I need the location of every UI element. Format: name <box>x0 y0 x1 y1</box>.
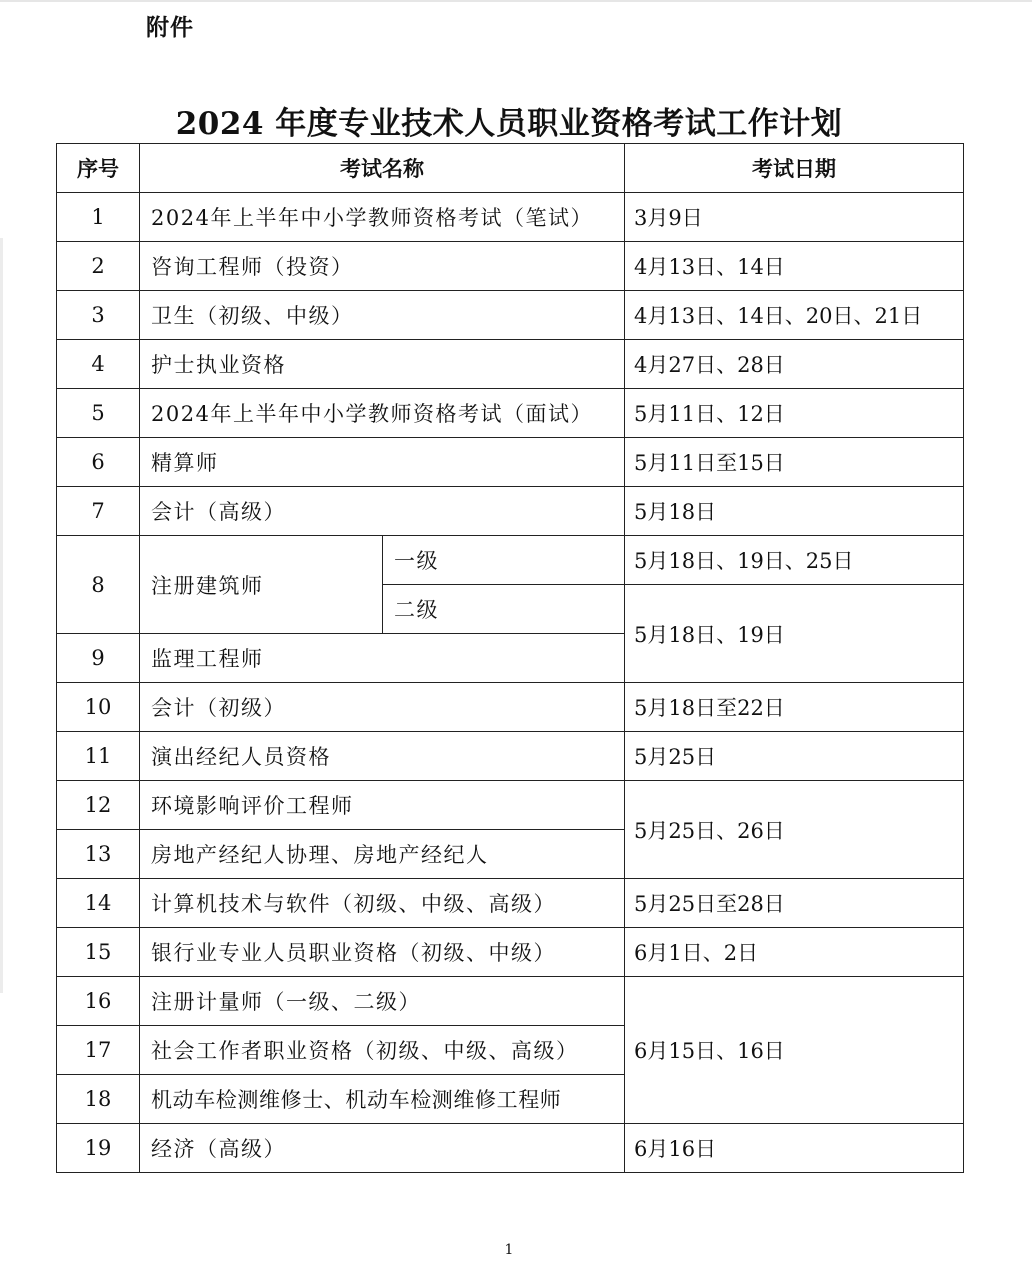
row-no: 2 <box>57 242 140 291</box>
row-date: 5月25日 <box>625 732 964 781</box>
row-no: 6 <box>57 438 140 487</box>
row-no: 11 <box>57 732 140 781</box>
row-name: 演出经纪人员资格 <box>140 732 625 781</box>
row-name: 护士执业资格 <box>140 340 625 389</box>
table-row <box>57 683 964 732</box>
row-no: 10 <box>57 683 140 732</box>
header-no: 序号 <box>57 144 140 193</box>
row-no: 1 <box>57 193 140 242</box>
row-name: 2024年上半年中小学教师资格考试（面试） <box>140 389 625 438</box>
row-date: 5月11日、12日 <box>625 389 964 438</box>
row-name: 会计（初级） <box>140 683 625 732</box>
row-name: 房地产经纪人协理、房地产经纪人 <box>140 830 625 879</box>
row-no: 7 <box>57 487 140 536</box>
row-name: 注册计量师（一级、二级） <box>140 977 625 1026</box>
header-date: 考试日期 <box>625 144 964 193</box>
row-date: 6月16日 <box>625 1124 964 1173</box>
row-no: 5 <box>57 389 140 438</box>
row-name: 经济（高级） <box>140 1124 625 1173</box>
row-date: 4月13日、14日、20日、21日 <box>625 291 964 340</box>
table-row <box>57 977 964 1026</box>
row-name: 注册建筑师 <box>140 536 383 634</box>
row-no: 15 <box>57 928 140 977</box>
row-date: 5月18日至22日 <box>625 683 964 732</box>
table-row <box>57 1124 964 1173</box>
page-top-border <box>0 0 1032 2</box>
row-name: 环境影响评价工程师 <box>140 781 625 830</box>
table-row <box>57 928 964 977</box>
row-name: 精算师 <box>140 438 625 487</box>
table-row <box>57 193 964 242</box>
row-no: 19 <box>57 1124 140 1173</box>
row-date: 6月15日、16日 <box>625 977 964 1124</box>
row-name: 银行业专业人员职业资格（初级、中级） <box>140 928 625 977</box>
row-name: 卫生（初级、中级） <box>140 291 625 340</box>
exam-schedule-table <box>56 143 964 1173</box>
row-name: 计算机技术与软件（初级、中级、高级） <box>140 879 625 928</box>
table-row <box>57 291 964 340</box>
attachment-label: 附件 <box>146 15 194 41</box>
table-row <box>57 879 964 928</box>
row-date: 5月25日、26日 <box>625 781 964 879</box>
page-title: 2024 年度专业技术人员职业资格考试工作计划 <box>175 106 843 142</box>
row-no: 17 <box>57 1026 140 1075</box>
row-date: 4月13日、14日 <box>625 242 964 291</box>
table-header-row <box>57 144 964 193</box>
row-date: 5月11日至15日 <box>625 438 964 487</box>
row-no: 8 <box>57 536 140 634</box>
row-date: 5月18日、19日、25日 <box>625 536 964 585</box>
table-row <box>57 389 964 438</box>
row-name: 会计（高级） <box>140 487 625 536</box>
table-row <box>57 438 964 487</box>
row-no: 16 <box>57 977 140 1026</box>
table-row <box>57 487 964 536</box>
row-name: 机动车检测维修士、机动车检测维修工程师 <box>140 1075 625 1124</box>
row-name: 2024年上半年中小学教师资格考试（笔试） <box>140 193 625 242</box>
page-number: 1 <box>504 1242 514 1258</box>
row-name: 咨询工程师（投资） <box>140 242 625 291</box>
table-row <box>57 242 964 291</box>
row-no: 12 <box>57 781 140 830</box>
row-name: 社会工作者职业资格（初级、中级、高级） <box>140 1026 625 1075</box>
row-name: 监理工程师 <box>140 634 625 683</box>
page-left-edge <box>0 238 3 993</box>
row-no: 3 <box>57 291 140 340</box>
table-row <box>57 781 964 830</box>
row-no: 14 <box>57 879 140 928</box>
header-name: 考试名称 <box>140 144 625 193</box>
table-row <box>57 732 964 781</box>
row-date: 5月18日、19日 <box>625 585 964 683</box>
row-subcategory: 二级 <box>383 585 625 634</box>
row-no: 13 <box>57 830 140 879</box>
table-row <box>57 536 964 585</box>
row-date: 4月27日、28日 <box>625 340 964 389</box>
row-subcategory: 一级 <box>383 536 625 585</box>
row-no: 18 <box>57 1075 140 1124</box>
row-date: 5月18日 <box>625 487 964 536</box>
row-date: 3月9日 <box>625 193 964 242</box>
row-date: 6月1日、2日 <box>625 928 964 977</box>
row-no: 9 <box>57 634 140 683</box>
table-row <box>57 340 964 389</box>
row-date: 5月25日至28日 <box>625 879 964 928</box>
row-no: 4 <box>57 340 140 389</box>
